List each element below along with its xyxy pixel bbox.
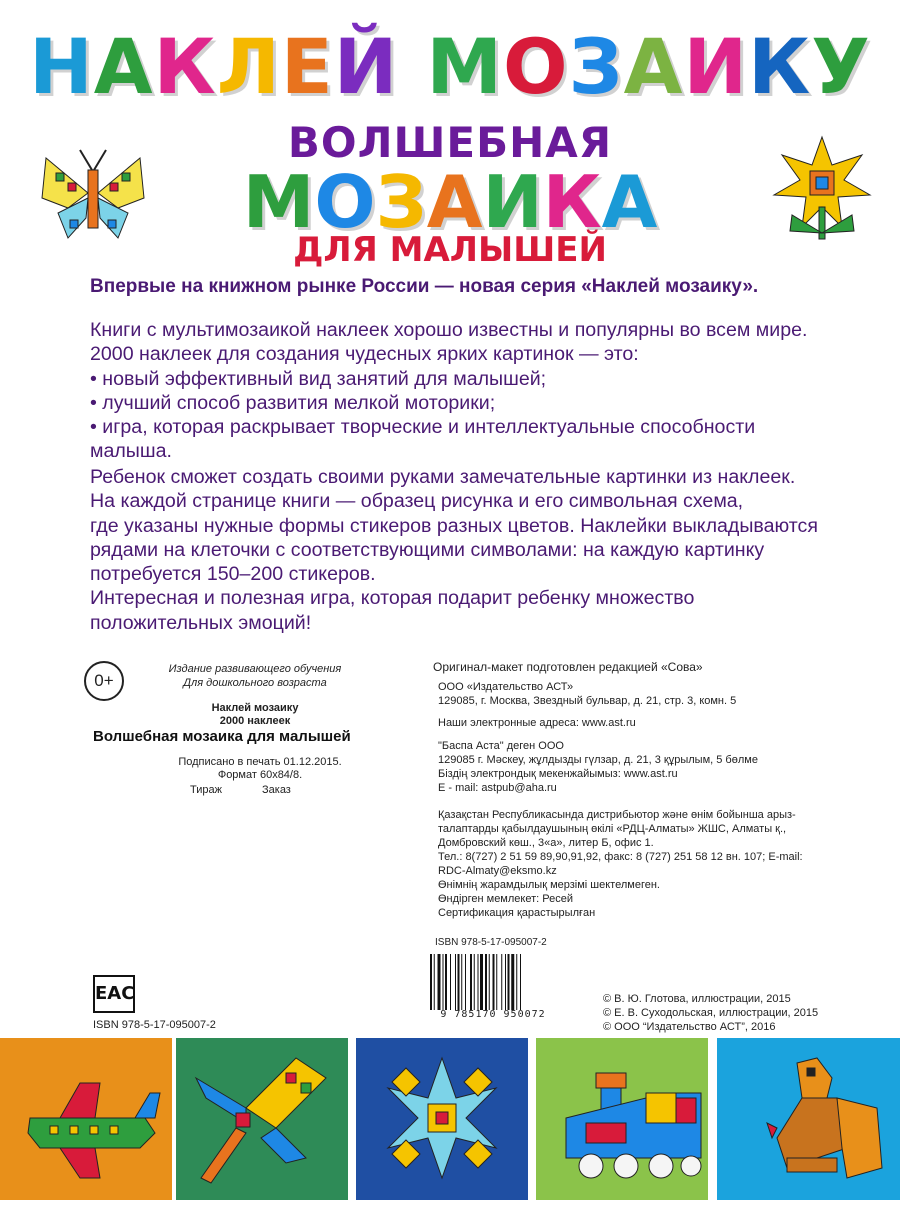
isbn-top: ISBN 978-5-17-095007-2 (435, 937, 547, 948)
kz-publisher-block (438, 739, 758, 795)
age-group: Для дошкольного возраста (183, 677, 327, 689)
distributor-line: Өндірген мемлекет: Ресей (438, 893, 573, 905)
paragraph-line: рядами на клеточки с соответствующими символами: на каждую картинку (90, 538, 765, 561)
tile-snowflake (356, 1038, 528, 1200)
barcode-bar (430, 954, 432, 1010)
barcode-bar (496, 954, 497, 1010)
mozaika-letter: М (242, 160, 315, 244)
kz-line: E - mail: astpub@aha.ru (438, 782, 557, 794)
tile-train (536, 1038, 708, 1200)
paragraph-line: 2000 наклеек для создания чудесных ярких картинок — это: (90, 343, 639, 366)
distributor-line: Тел.: 8(727) 2 51 59 89,90,91,92, факс: 8 (727) 251 58 12 вн. 107; E-mail: (438, 851, 803, 863)
distributor-line: RDC-Almaty@eksmo.kz (438, 865, 557, 877)
title-letter: И (683, 22, 749, 111)
paragraph-line: Книги с мультимозаикой наклеек хорошо известны и популярны во всем мире. (90, 319, 808, 341)
barcode-bar (516, 954, 517, 1010)
tile-airplane (0, 1038, 172, 1200)
tile-squirrel (717, 1038, 900, 1200)
edition-type: Издание развивающего обучения (168, 663, 342, 675)
paragraph-line: • лучший способ развития мелкой моторики; (90, 391, 496, 414)
barcode-bar (474, 954, 475, 1010)
paragraph-line: • новый эффективный вид занятий для малышей; (90, 367, 547, 390)
intro-text: Впервые на книжном рынке России — новая серия «Наклей мозаику». (90, 276, 759, 297)
mozaika-letter: А (426, 160, 483, 244)
title-letter: М (426, 22, 504, 111)
barcode-bar (470, 954, 472, 1010)
train-icon (536, 1038, 708, 1200)
title-letter: Н (29, 22, 94, 111)
distributor-block (438, 808, 803, 920)
book-title-imprint: Волшебная мозаика для малышей (93, 728, 351, 745)
barcode-bar (478, 954, 479, 1010)
barcode-bar (480, 954, 483, 1010)
mozaika-letter: О (314, 160, 376, 244)
paragraph-line: малыша. (90, 440, 172, 463)
sticker-count: 2000 наклеек (219, 715, 291, 727)
title-letter: З (568, 22, 624, 111)
publisher-block (438, 680, 736, 708)
barcode-digits: 9 785170 950072 (440, 1009, 546, 1020)
distributor-line: Сертификация қарастырылған (438, 907, 596, 919)
barcode-bar (443, 954, 444, 1010)
signed-date: Подписано в печать 01.12.2015. (178, 756, 342, 768)
publisher-line: ООО «Издательство АСТ» (438, 681, 574, 693)
mozaika-letter: К (542, 160, 602, 244)
description-paragraph-1 (90, 318, 880, 464)
barcode-bar (445, 954, 447, 1010)
publisher-line: 129085, г. Москва, Звездный бульвар, д. 21, стр. 3, комн. 5 (438, 695, 737, 707)
kz-line: Біздің электрондық мекенжайымыз: www.ast.ru (438, 768, 678, 780)
barcode-bar (508, 954, 510, 1010)
paragraph-line: положительных эмоций! (90, 611, 312, 634)
distributor-line: Қазақстан Республикасында дистрибьютор және өнім бойынша арыз- (438, 809, 796, 821)
title-letter: У (811, 22, 871, 111)
distributor-line: талаптарды қабылдаушының өкілі «РДЦ-Алматы» ЖШС, Алматы қ., (438, 823, 787, 835)
paragraph-line: потребуется 150–200 стикеров. (90, 563, 376, 586)
dragonfly-icon (176, 1038, 348, 1200)
barcode-bar (501, 954, 502, 1010)
copyright-line: © Е. В. Суходольская, иллюстрации, 2015 (603, 1007, 819, 1019)
barcode-bar (505, 954, 506, 1010)
subtitle-bottom: ДЛЯ МАЛЫШЕЙ (293, 230, 607, 270)
paragraph-line: где указаны нужные формы стикеров разных цветов. Наклейки выкладываются (90, 514, 818, 537)
barcode-bar (434, 954, 435, 1010)
barcode-bar (485, 954, 487, 1010)
barcode-bar (465, 954, 466, 1010)
barcode-bar (450, 954, 451, 1010)
paragraph-line: На каждой странице книги — образец рисунка и его символьная схема, (90, 490, 744, 513)
barcode-bar (458, 954, 460, 1010)
emails-ru: Наши электронные адреса: www.ast.ru (438, 717, 636, 729)
airplane-icon (0, 1038, 172, 1200)
mozaika-letter: А (601, 160, 658, 244)
kz-line: "Баспа Аста" деген ООО (438, 740, 564, 752)
kz-line: 129085 г. Мәскеу, жұлдызды гүлзар, д. 21, 3 құрылым, 5 бөлме (438, 754, 758, 766)
mozaika-letter: И (482, 160, 543, 244)
title-letter: Й (333, 22, 399, 111)
subtitle-top: ВОЛШЕБНАЯ (287, 118, 613, 167)
paragraph-line: Ребенок сможет создать своими руками замечательные картинки из наклеек. (90, 466, 796, 488)
distributor-line: Домбровский көш., 3«а», литер Б, офис 1. (438, 837, 654, 849)
prepared-by: Оригинал-макет подготовлен редакцией «Сова» (433, 660, 703, 674)
isbn-left: ISBN 978-5-17-095007-2 (93, 1019, 216, 1031)
title-letter: Л (216, 22, 281, 111)
squirrel-icon (717, 1038, 900, 1200)
title-letter (398, 22, 426, 111)
barcode-bar (455, 954, 456, 1010)
tile-dragonfly (176, 1038, 348, 1200)
paragraph-line: Интересная и полезная игра, которая подарит ребенку множество (90, 587, 695, 610)
copyright-line: © ООО “Издательство АСТ”, 2016 (603, 1021, 776, 1033)
title-letter: А (93, 22, 154, 111)
copyright-block (603, 992, 818, 1034)
barcode-bar (520, 954, 521, 1010)
paper-format: Формат 60x84/8. (217, 769, 303, 781)
print-run: Тираж (190, 784, 222, 796)
title-letter: О (503, 22, 569, 111)
series-title (0, 22, 900, 111)
eac-mark: EAC (93, 975, 135, 1013)
barcode-bar (461, 954, 462, 1010)
series-name: Наклей мозаику (211, 702, 299, 714)
age-rating-badge: 0+ (84, 661, 124, 701)
mozaika-letter: З (375, 160, 427, 244)
distributor-line: Өнімнің жарамдылық мерзімі шектелмеген. (438, 879, 660, 891)
snowflake-icon (356, 1038, 528, 1200)
copyright-line: © В. Ю. Глотова, иллюстрации, 2015 (603, 993, 791, 1005)
barcode-bar (493, 954, 495, 1010)
paragraph-line: • игра, которая раскрывает творческие и интеллектуальные способности (90, 416, 756, 439)
title-letter: К (748, 22, 812, 111)
barcode-bar (438, 954, 441, 1010)
barcode-bar (489, 954, 490, 1010)
barcode-bar (511, 954, 514, 1010)
order-number: Заказ (262, 784, 291, 796)
title-letter: К (153, 22, 217, 111)
title-letter: А (623, 22, 684, 111)
title-letter: Е (280, 22, 334, 111)
description-paragraph-2 (90, 465, 880, 635)
